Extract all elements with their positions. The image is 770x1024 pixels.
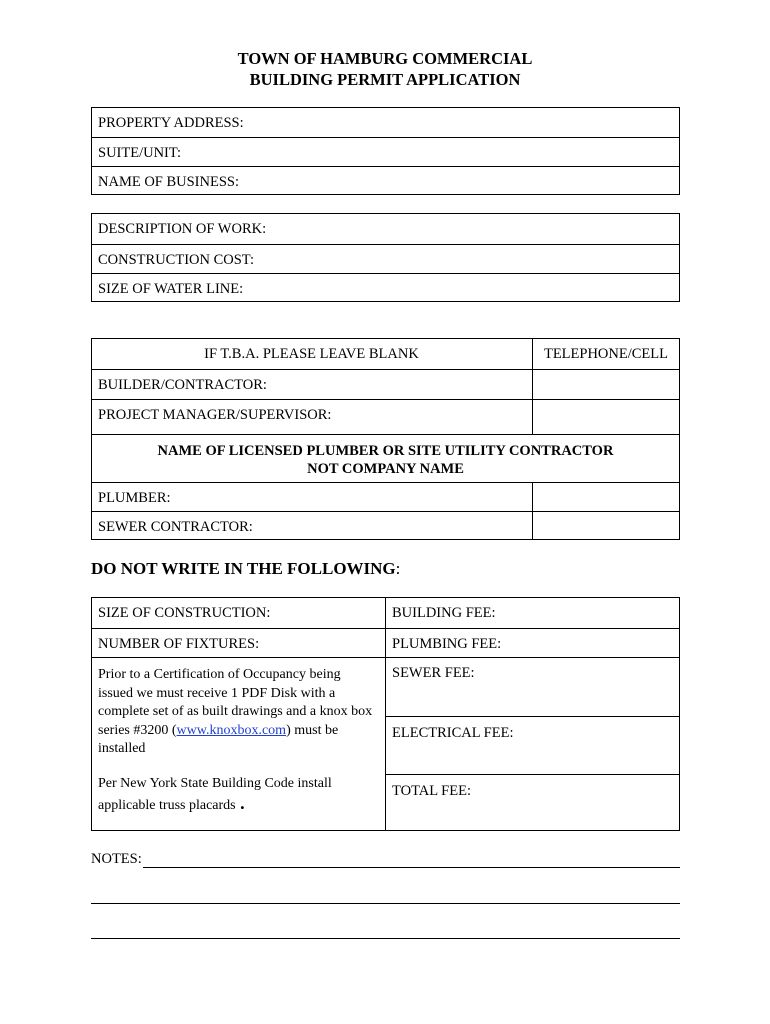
construction-cost-label: CONSTRUCTION COST: bbox=[98, 252, 254, 268]
form-title bbox=[0, 48, 770, 90]
notes-line-1[interactable] bbox=[143, 867, 680, 868]
sewer-contractor-row bbox=[92, 511, 679, 539]
sewer-fee-label: SEWER FEE: bbox=[392, 665, 475, 681]
electrical-fee-label: ELECTRICAL FEE: bbox=[392, 725, 514, 741]
licensed-heading-line-1: NAME OF LICENSED PLUMBER OR SITE UTILITY CONTRACTOR bbox=[157, 443, 614, 459]
notes-line-2[interactable] bbox=[91, 903, 680, 904]
description-of-work-field[interactable] bbox=[92, 214, 679, 244]
builder-telephone-field[interactable] bbox=[532, 370, 679, 399]
description-of-work-label: DESCRIPTION OF WORK: bbox=[98, 221, 267, 237]
size-of-construction-label: SIZE OF CONSTRUCTION: bbox=[98, 605, 271, 621]
truss-note-dot: . bbox=[235, 792, 245, 813]
truss-placard-note bbox=[98, 775, 378, 815]
business-name-label: NAME OF BUSINESS: bbox=[98, 174, 239, 190]
business-name-field[interactable] bbox=[92, 166, 679, 194]
total-fee-cell bbox=[386, 774, 679, 830]
office-use-heading bbox=[91, 559, 400, 579]
electrical-fee-cell bbox=[386, 716, 679, 775]
size-fee-row bbox=[92, 598, 679, 628]
plumbing-fee-cell bbox=[385, 629, 679, 657]
notes-line-3[interactable] bbox=[91, 938, 680, 939]
total-fee-label: TOTAL FEE: bbox=[392, 783, 471, 799]
work-table bbox=[91, 213, 680, 302]
building-fee-cell bbox=[385, 598, 679, 628]
plumber-label: PLUMBER: bbox=[98, 490, 171, 506]
knoxbox-link[interactable]: www.knoxbox.com bbox=[176, 722, 287, 738]
construction-cost-field[interactable] bbox=[92, 244, 679, 273]
property-table bbox=[91, 107, 680, 195]
sewer-contractor-label: SEWER CONTRACTOR: bbox=[98, 519, 253, 535]
licensed-heading-line-2: NOT COMPANY NAME bbox=[307, 461, 464, 477]
sewer-fee-cell bbox=[386, 658, 679, 716]
property-address-label: PROPERTY ADDRESS: bbox=[98, 115, 244, 131]
sewer-telephone-field[interactable] bbox=[532, 512, 679, 539]
office-use-table bbox=[91, 597, 680, 831]
water-line-size-field[interactable] bbox=[92, 273, 679, 301]
number-of-fixtures-label: NUMBER OF FIXTURES: bbox=[98, 636, 260, 652]
project-manager-telephone-field[interactable] bbox=[532, 400, 679, 434]
contacts-table bbox=[91, 338, 680, 540]
plumbing-fee-label: PLUMBING FEE: bbox=[392, 636, 502, 652]
plumber-telephone-field[interactable] bbox=[532, 483, 679, 511]
co-note-text: Prior to a Certification of Occupancy being issued we must receive 1 PDF Disk with a complete set of as built drawings and a knox box series #3200 ( bbox=[98, 667, 373, 738]
contacts-header-row bbox=[92, 339, 679, 369]
co-note-text-end: ) must be installed bbox=[98, 722, 339, 756]
builder-contractor-row bbox=[92, 369, 679, 399]
office-use-heading-colon: : bbox=[395, 559, 401, 578]
fixtures-fee-row bbox=[92, 628, 679, 657]
property-address-field[interactable] bbox=[92, 108, 679, 137]
project-manager-label: PROJECT MANAGER/SUPERVISOR: bbox=[98, 407, 332, 423]
plumber-row bbox=[92, 482, 679, 511]
water-line-size-label: SIZE OF WATER LINE: bbox=[98, 281, 244, 297]
truss-note-text: Per New York State Building Code install applicable truss placards bbox=[98, 776, 332, 813]
notes-fees-row bbox=[92, 657, 679, 830]
suite-unit-field[interactable] bbox=[92, 137, 679, 166]
office-use-heading-text: DO NOT WRITE IN THE FOLLOWING bbox=[91, 559, 396, 578]
project-manager-row bbox=[92, 399, 679, 434]
tba-note: IF T.B.A. PLEASE LEAVE BLANK bbox=[204, 346, 419, 362]
telephone-header: TELEPHONE/CELL bbox=[543, 346, 669, 362]
fees-column bbox=[385, 658, 679, 830]
suite-unit-label: SUITE/UNIT: bbox=[98, 145, 182, 161]
building-fee-label: BUILDING FEE: bbox=[392, 605, 496, 621]
title-line-2: BUILDING PERMIT APPLICATION bbox=[249, 70, 521, 89]
notes-label: NOTES: bbox=[91, 851, 142, 867]
licensed-contractor-heading bbox=[92, 434, 679, 482]
title-line-1: TOWN OF HAMBURG COMMERCIAL bbox=[237, 49, 533, 68]
telephone-header-cell bbox=[532, 339, 679, 369]
certificate-of-occupancy-note bbox=[98, 666, 378, 759]
builder-contractor-label: BUILDER/CONTRACTOR: bbox=[98, 377, 267, 393]
